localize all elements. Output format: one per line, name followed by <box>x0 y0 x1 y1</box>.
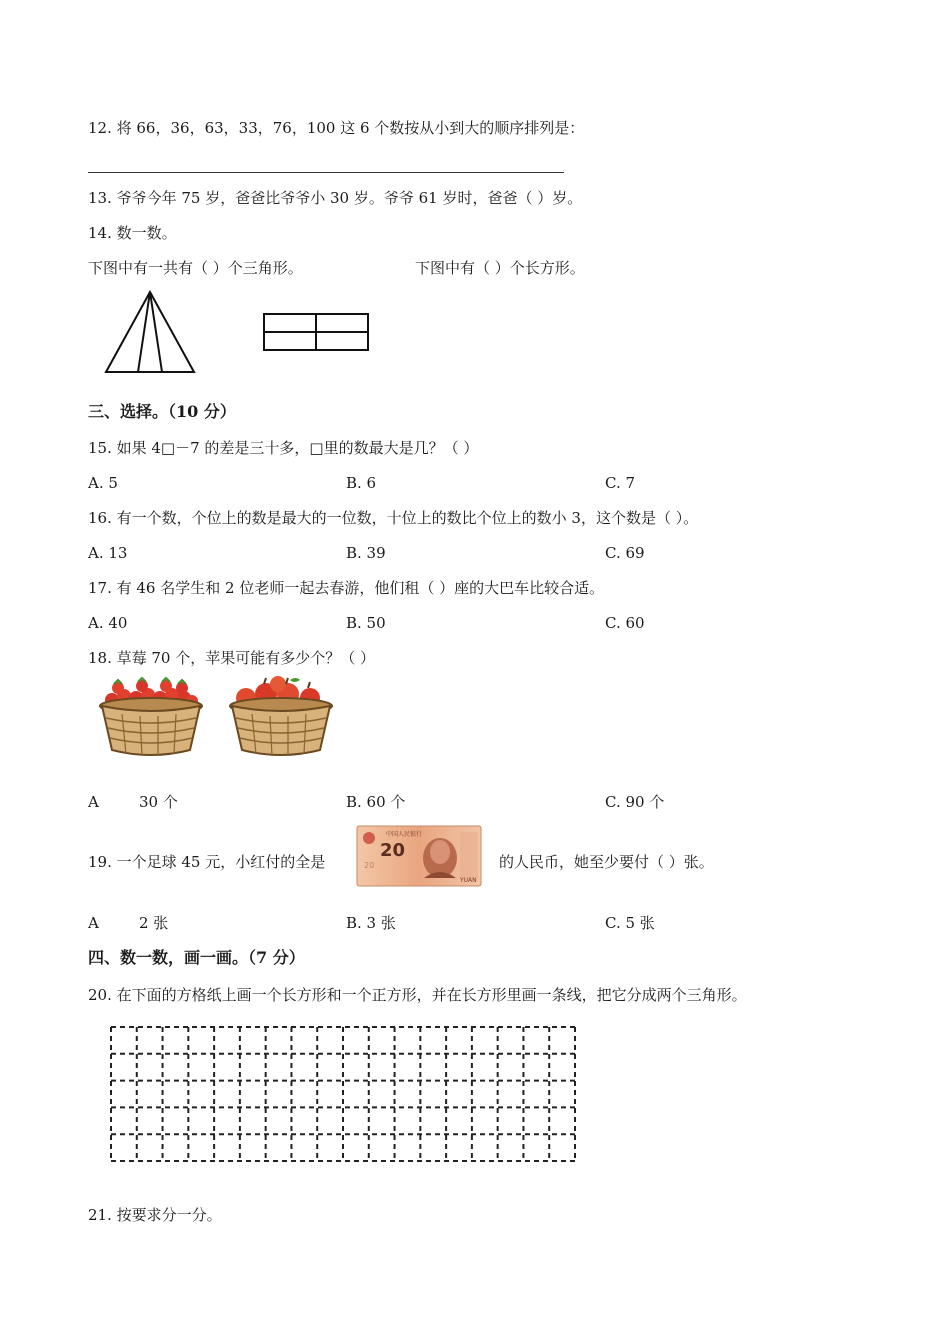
svg-text:20: 20 <box>364 861 375 870</box>
q18-option-c[interactable]: C. 90 个 <box>605 793 665 811</box>
grid-paper[interactable] <box>110 1026 576 1162</box>
question-21: 21. 按要求分一分。 <box>88 1206 222 1224</box>
answer-line-12 <box>88 172 564 173</box>
banknote-denomination: 20 <box>380 840 406 861</box>
svg-text:中国人民银行: 中国人民银行 <box>386 831 423 838</box>
q16-option-a[interactable]: A. 13 <box>88 544 128 562</box>
q16-option-b[interactable]: B. 39 <box>346 544 386 562</box>
svg-text:YUAN: YUAN <box>460 877 477 884</box>
question-17: 17. 有 46 名学生和 2 位老师一起去春游，他们租（ ）座的大巴车比较合适。 <box>88 579 605 597</box>
question-18: 18. 草莓 70 个，苹果可能有多少个？（ ） <box>88 649 376 667</box>
question-16: 16. 有一个数，个位上的数是最大的一位数，十位上的数比个位上的数小 3，这个数是（ ）。 <box>88 509 699 527</box>
q17-option-a[interactable]: A. 40 <box>88 614 128 632</box>
question-19-part-2: 的人民币，她至少要付（ ）张。 <box>499 853 714 871</box>
q17-option-b[interactable]: B. 50 <box>346 614 386 632</box>
q18-option-a-value[interactable]: 30 个 <box>139 793 178 811</box>
triangle-figure <box>104 290 196 376</box>
q15-option-a[interactable]: A. 5 <box>88 474 118 492</box>
q14-triangle-prompt: 下图中有一共有（ ）个三角形。 <box>88 259 303 277</box>
question-13: 13. 爷爷今年 75 岁，爸爸比爷爷小 30 岁。爷爷 61 岁时，爸爸（ ）岁。 <box>88 189 583 207</box>
q19-option-c[interactable]: C. 5 张 <box>605 914 655 932</box>
q18-option-a-letter[interactable]: A <box>88 793 99 811</box>
rectangle-figure <box>262 312 372 354</box>
q16-option-c[interactable]: C. 69 <box>605 544 645 562</box>
section-3-title: 三、选择。（10 分） <box>88 402 236 421</box>
q14-rectangle-prompt: 下图中有（ ）个长方形。 <box>415 259 585 277</box>
question-15: 15. 如果 4□－7 的差是三十多，□里的数最大是几？（ ） <box>88 439 479 457</box>
q19-option-a-value[interactable]: 2 张 <box>139 914 169 932</box>
question-12: 12. 将 66，36，63，33，76，100 这 6 个数按从小到大的顺序排列是： <box>88 119 585 137</box>
strawberry-basket-image <box>98 676 204 758</box>
banknote-20-yuan-image <box>356 824 482 888</box>
q15-option-b[interactable]: B. 6 <box>346 474 377 492</box>
q19-option-a-letter[interactable]: A <box>88 914 99 932</box>
section-4-title: 四、数一数，画一画。（7 分） <box>88 948 305 967</box>
q18-option-b[interactable]: B. 60 个 <box>346 793 406 811</box>
q17-option-c[interactable]: C. 60 <box>605 614 645 632</box>
q19-option-b[interactable]: B. 3 张 <box>346 914 396 932</box>
apple-basket-image <box>228 676 334 758</box>
question-20: 20. 在下面的方格纸上画一个长方形和一个正方形，并在长方形里画一条线，把它分成两个三角形。 <box>88 986 747 1004</box>
question-14: 14. 数一数。 <box>88 224 177 242</box>
question-19-part-1: 19. 一个足球 45 元，小红付的全是 <box>88 853 326 871</box>
q15-option-c[interactable]: C. 7 <box>605 474 636 492</box>
